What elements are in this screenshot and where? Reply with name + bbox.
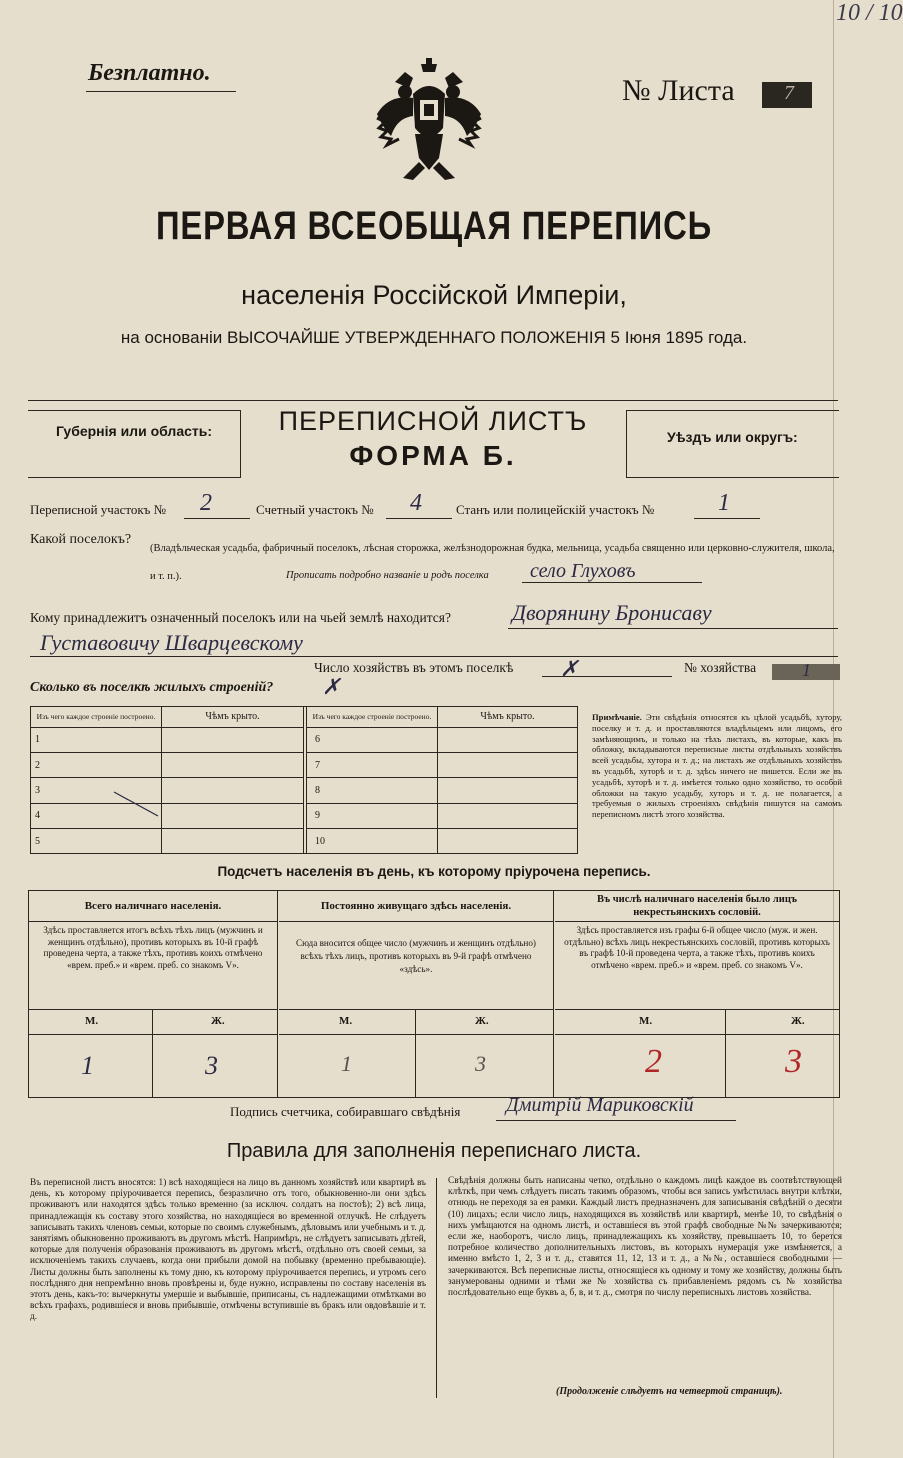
note-title: Примѣчаніе. [592, 712, 642, 722]
roof-cell [162, 829, 304, 854]
male-label: М. [639, 1015, 653, 1027]
signature-label: Подпись счетчика, собиравшаго свѣдѣнія [230, 1104, 461, 1119]
building-row-number: 4 [31, 803, 162, 828]
total-female-value: 3 [205, 1051, 218, 1080]
counting-district-value: 4 [410, 490, 422, 516]
rules-title: Правила для заполненія переписнаго листа. [226, 1140, 642, 1162]
sex-header-row [555, 1009, 839, 1035]
rules-right-column: Свѣдѣнія должны быть написаны четко, отдѣльно о каждомъ лицѣ каждое въ соотвѣтствующей клѣткѣ, при чемъ слѣдуетъ писать такимъ образомъ, чтобы вся запись умѣстилась внутри клѣтки, отнюдь не переходя за ея рамки. Каждый листъ предназначенъ для записыванія свѣдѣній о десяти (10) лицахъ; если число лицъ, находящихся въ хозяйствѣ или квартирѣ, менѣе 10, то свѣдѣнія о нихъ умѣщаются на одномъ листѣ, и оставшіеся въ этой графѣ свободные №№ зачеркиваются; если же, наоборотъ, число лицъ, принадлежащихъ къ хозяйству, превышаетъ 10, то берется потребное количество дополнительныхъ листовъ, въ которыхъ нумерація уже измѣняется, а именно вмѣсто 1, 2, 3 и т. д., ставятся 11, 12, 13 и т. д., а №№, оставшіеся свободными — зачеркиваются. Всѣ переписные листы, относящіеся къ одному и тому же хозяйству, должны быть занумерованы одними и тѣми же № хозяйства съ прибавленіемъ рядомъ съ № хозяйства послѣдовательно еще буквъ а, б, в, и т. д., смотря по числу переписныхъ листовъ хозяйства. [448, 1176, 842, 1299]
province-label: Губернія или область: [56, 423, 213, 439]
police-district-line [694, 518, 760, 519]
total-male-value: 1 [81, 1051, 94, 1080]
household-number-label: № хозяйства [684, 660, 757, 675]
female-label: Ж. [791, 1015, 805, 1027]
population-group [29, 891, 278, 1097]
police-district-value: 1 [718, 490, 730, 516]
roof-cell [438, 803, 578, 828]
sheet-number-value [762, 82, 812, 108]
female-label: Ж. [211, 1015, 225, 1027]
building-row-number: 10 [307, 829, 438, 854]
owner-line-1 [508, 628, 838, 629]
households-value: ✗ [560, 656, 579, 681]
sex-header-row [279, 1009, 553, 1035]
strike-mark [112, 790, 162, 820]
divider [725, 1010, 726, 1098]
group-header: Постоянно живущаго здѣсь населенія. [279, 891, 553, 922]
nonpeasant-female-value: 3 [785, 1043, 802, 1080]
owner-label: Кому принадлежитъ означенный поселокъ или на чьей землѣ находится? [30, 610, 451, 625]
household-number-value: 1 [802, 660, 811, 680]
male-label: М. [339, 1015, 353, 1027]
building-row-number: 8 [307, 778, 438, 803]
nonpeasant-male-value: 2 [645, 1043, 662, 1080]
imperial-eagle-icon [373, 58, 485, 188]
form-header-rule [28, 400, 838, 401]
settlement-label: Какой поселокъ? [30, 532, 132, 547]
building-material-header: Изъ чего каждое строеніе построено. [31, 707, 162, 727]
population-title: Подсчетъ населенія въ день, къ которому пріурочена перепись. [217, 864, 651, 879]
divider [415, 1010, 416, 1098]
form-title: ПЕРЕПИСНОЙ ЛИСТЪ [278, 406, 588, 436]
signature-line [496, 1120, 736, 1121]
settlement-hint: (Владѣльческая усадьба, фабричный поселокъ, лѣсная сторожка, желѣзнодорожная будка, мельница, усадьба священно или церковно-служителя, школа, и т. п.). [150, 543, 835, 582]
group-header-rule [555, 921, 839, 922]
building-material-header: Изъ чего каждое строеніе построено. [307, 707, 438, 727]
population-group [555, 891, 839, 1097]
signature-value: Дмитрій Мариковскій [506, 1094, 694, 1116]
households-label: Число хозяйствъ въ этомъ поселкѣ [314, 660, 514, 675]
building-row-number: 3 [31, 778, 162, 803]
group-header: Всего наличнаго населенія. [29, 891, 277, 922]
roof-header: Чѣмъ крыто. [438, 707, 578, 727]
building-row-number: 2 [31, 752, 162, 777]
population-table [28, 890, 840, 1098]
district-label: Уѣздъ или округъ: [667, 429, 798, 445]
settlement-instruction: Прописать подробно названіе и родъ поселка [286, 570, 489, 581]
roof-cell [162, 752, 304, 777]
roof-cell [162, 803, 304, 828]
group-header: Въ числѣ наличнаго населенія было лицъ некрестьянскихъ сословій. [596, 894, 798, 918]
population-group [279, 891, 554, 1097]
census-district-value: 2 [200, 490, 212, 516]
roof-cell [162, 727, 304, 752]
divider [152, 1010, 153, 1098]
district-box [626, 410, 839, 478]
building-row-number: 7 [307, 752, 438, 777]
sheet-number-label: № Листа [622, 74, 735, 107]
building-row-number: 1 [31, 727, 162, 752]
census-title: ПЕРВАЯ ВСЕОБЩАЯ ПЕРЕПИСЬ [156, 204, 712, 248]
province-box [28, 410, 241, 478]
police-district-label: Станъ или полицейскій участокъ № [456, 502, 655, 517]
building-row-number: 6 [307, 727, 438, 752]
household-number-mark [772, 660, 840, 680]
resident-female-value: 3 [475, 1051, 486, 1076]
group-text: Здѣсь проставляется итогъ всѣхъ тѣхъ лицъ (мужчинъ и женщинъ отдѣльно), противъ которыхъ въ 10-й графѣ проведена черта, а также тѣхъ, противъ коихъ отмѣчено «врем. преб.» и «врем. преб. со знакомъ V». [43, 925, 263, 970]
buildings-label: Сколько въ поселкѣ жилыхъ строеній? [30, 680, 274, 695]
free-underline [86, 91, 236, 92]
census-district-line [184, 518, 250, 519]
male-label: М. [85, 1015, 99, 1027]
female-label: Ж. [475, 1015, 489, 1027]
group-text: Здѣсь проставляется изъ графы 6-й общее число (муж. и жен. отдѣльно) всѣхъ лицъ некрестьянскихъ сословій, противъ которыхъ въ графѣ 10-й проведена черта, а также тѣхъ, противъ коихъ отмѣчено «врем. преб.» и «врем. преб. со знакомъ V». [564, 925, 830, 970]
roof-header: Чѣмъ крыто. [162, 707, 304, 727]
counting-district-label: Счетный участокъ № [256, 502, 374, 517]
census-district-label: Переписной участокъ № [30, 502, 167, 517]
resident-male-value: 1 [341, 1051, 352, 1076]
roof-cell [438, 829, 578, 854]
roof-cell [438, 727, 578, 752]
form-subtitle: ФОРМА Б. [349, 440, 517, 471]
owner-value-2: Густавовичу Шварцевскому [40, 630, 303, 655]
building-row-number: 5 [31, 829, 162, 854]
counting-district-line [386, 518, 452, 519]
owner-value-1: Дворянину Бронисаву [512, 600, 712, 625]
note [592, 712, 842, 820]
settlement-value: село Глуховъ [530, 560, 636, 582]
owner-line-2 [30, 656, 838, 657]
sex-header-row [29, 1009, 277, 1035]
free-label: Безплатно. [88, 60, 211, 86]
roof-cell [438, 752, 578, 777]
census-basis: на основаніи ВЫСОЧАЙШЕ УТВЕРЖДЕННАГО ПОЛОЖЕНІЯ 5 Іюня 1895 года. [120, 328, 748, 347]
buildings-value: ✗ [322, 674, 341, 699]
rules-divider [436, 1178, 437, 1398]
building-row-number: 9 [307, 803, 438, 828]
roof-cell [162, 778, 304, 803]
margin-mark: 10 / 10 [836, 0, 903, 26]
note-text: Эти свѣдѣнія относятся къ цѣлой усадьбѣ, хутору, поселку и т. д. и проставляются владѣльцемъ или лицомъ, его замѣняющимъ, и только на тѣхъ листахъ, въ которые, какъ въ обложку, вкладываются переписные листы отдѣльныхъ хозяйствъ всей усадьбы, хутора и т. д.; на листахъ же отдѣльныхъ хозяйствъ въ усадьбѣ, хуторѣ и т. д. здѣсь ничего не пишется. Если же въ усадьбѣ, хуторѣ и т. д. имѣется только одно хозяйство, то особой обложки на такую усадьбу, хуторъ и т. д. не полагается, а требуемыя о жилыхъ строеніяхъ свѣдѣнія пишутся на самомъ переписномъ листѣ этого хозяйства. [592, 712, 842, 820]
census-subtitle: населенія Россійской Имперіи, [241, 280, 627, 310]
buildings-table [30, 706, 578, 854]
rules-left-column: Въ переписной листъ вносятся: 1) всѣ находящіеся на лицо въ данномъ хозяйствѣ или квартирѣ въ день, къ которому пріурочивается перепись, безразлично отъ того, обыкновенно-ли они здѣсь проживаютъ или находятся здѣсь только временно (за исключ. солдатъ на постоѣ); 2) всѣ лица, принадлежащія къ составу этого хозяйства, но находящіеся во временной отлучкѣ. Не слѣдуетъ записывать такихъ членовъ семьи, которые по своимъ служебнымъ, дѣловымъ или учебнымъ и т. д. занятіямъ обыкновенно проживаютъ въ другомъ мѣстѣ. Напримѣръ, не слѣдуетъ записывать дѣтей, которые для полученія образованія проживаютъ въ другомъ мѣстѣ, отдѣльно отъ своей семьи, за исключеніемъ такихъ случаевъ, когда они прибыли домой на побывку (временно пребывающіе). Листы должны быть заполнены къ тому дню, къ которому пріурочивается перепись, и утромъ сего послѣдняго дня непремѣнно вновь провѣрены и, буде нужно, исправлены по составу населенія въ этотъ день, какъ-то: вычеркнуты умершіе и выбывшіе, приписаны, съ надлежащими отмѣтками во всѣхъ графахъ, родившіеся и вновь прибывшіе, отмѣчены вступившіе въ бракъ или овдовѣвшіе и т. д. [30, 1178, 426, 1323]
roof-cell [438, 778, 578, 803]
sheet-number-ink: 7 [784, 82, 794, 104]
group-text: Сюда вносится общее число (мужчинъ и женщинъ отдѣльно) всѣхъ тѣхъ лицъ, противъ которыхъ въ 9-й графѣ отмѣчено «здѣсь». [296, 938, 536, 974]
rules-continued: (Продолженіе слѣдуетъ на четвертой страницѣ). [556, 1386, 783, 1397]
